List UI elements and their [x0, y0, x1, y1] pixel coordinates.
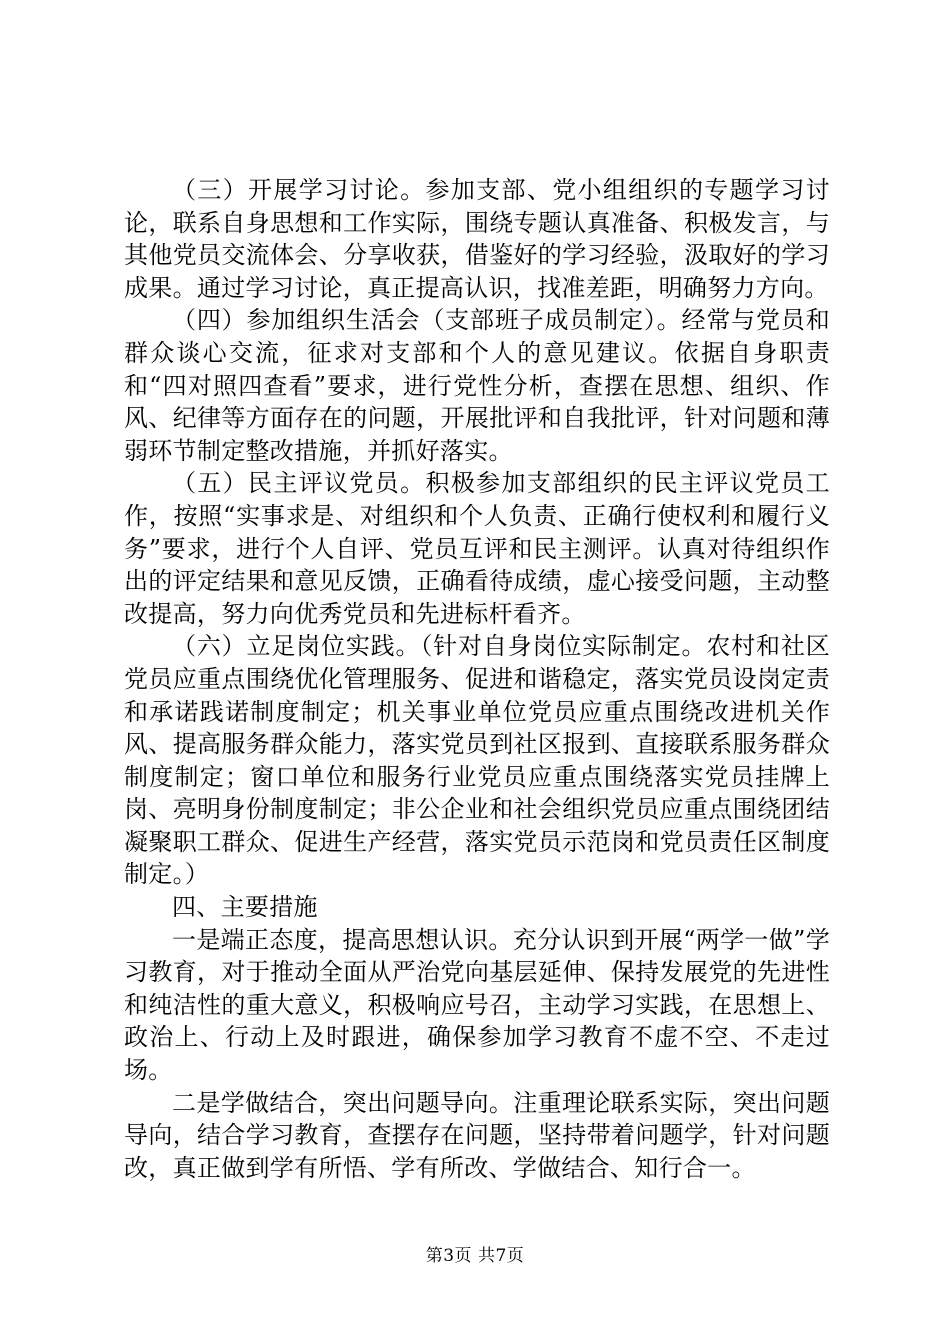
- paragraph-discussion: （三）开展学习讨论。参加支部、党小组组织的专题学习讨论，联系自身思想和工作实际，围绕专题认真准备、积极发言，与其他党员交流体会、分享收获，借鉴好的学习经验，汲取好的学习成果。通过学习讨论，真正提高认识，找准差距，明确努力方向。: [124, 176, 830, 302]
- paragraph-democratic-review: （五）民主评议党员。积极参加支部组织的民主评议党员工作，按照“实事求是、对组织和个人负责、正确行使权利和履行义务”要求，进行个人自评、党员互评和民主测评。认真对待组织作出的评定结果和意见反馈，正确看待成绩，虚心接受问题，主动整改提高，努力向优秀党员和先进标杆看齐。: [124, 469, 830, 628]
- paragraph-post-practice: （六）立足岗位实践。（针对自身岗位实际制定。农村和社区党员应重点围绕优化管理服务、促进和谐稳定，落实党员设岗定责和承诺践诺制度制定；机关事业单位党员应重点围绕改进机关作风、提高服务群众能力，落实党员到社区报到、直接联系服务群众制度制定；窗口单位和服务行业党员应重点围绕落实党员挂牌上岗、亮明身份制度制定；非公企业和社会组织党员应重点围绕团结凝聚职工群众、促进生产经营，落实党员示范岗和党员责任区制度制定。）: [124, 632, 830, 889]
- paragraph-measure-combine: 二是学做结合，突出问题导向。注重理论联系实际，突出问题导向，结合学习教育，查摆存在问题，坚持带着问题学，针对问题改，真正做到学有所悟、学有所改、学做结合、知行合一。: [124, 1088, 830, 1182]
- paragraph-life-meeting: （四）参加组织生活会（支部班子成员制定）。经常与党员和群众谈心交流，征求对支部和个人的意见建议。依据自身职责和“四对照四查看”要求，进行党性分析，查摆在思想、组织、作风、纪律等方面存在的问题，开展批评和自我批评，针对问题和薄弱环节制定整改措施，并抓好落实。: [124, 306, 830, 465]
- page-number-footer: 第3页 共7页: [425, 1246, 525, 1266]
- document-body: [124, 174, 830, 1184]
- paragraph-measure-attitude: 一是端正态度，提高思想认识。充分认识到开展“两学一做”学习教育，对于推动全面从严治党向基层延伸、保持发展党的先进性和纯洁性的重大意义，积极响应号召，主动学习实践，在思想上、政治上、行动上及时跟进，确保参加学习教育不虚不空、不走过场。: [124, 925, 830, 1085]
- section-heading-measures: 四、主要措施: [172, 893, 318, 922]
